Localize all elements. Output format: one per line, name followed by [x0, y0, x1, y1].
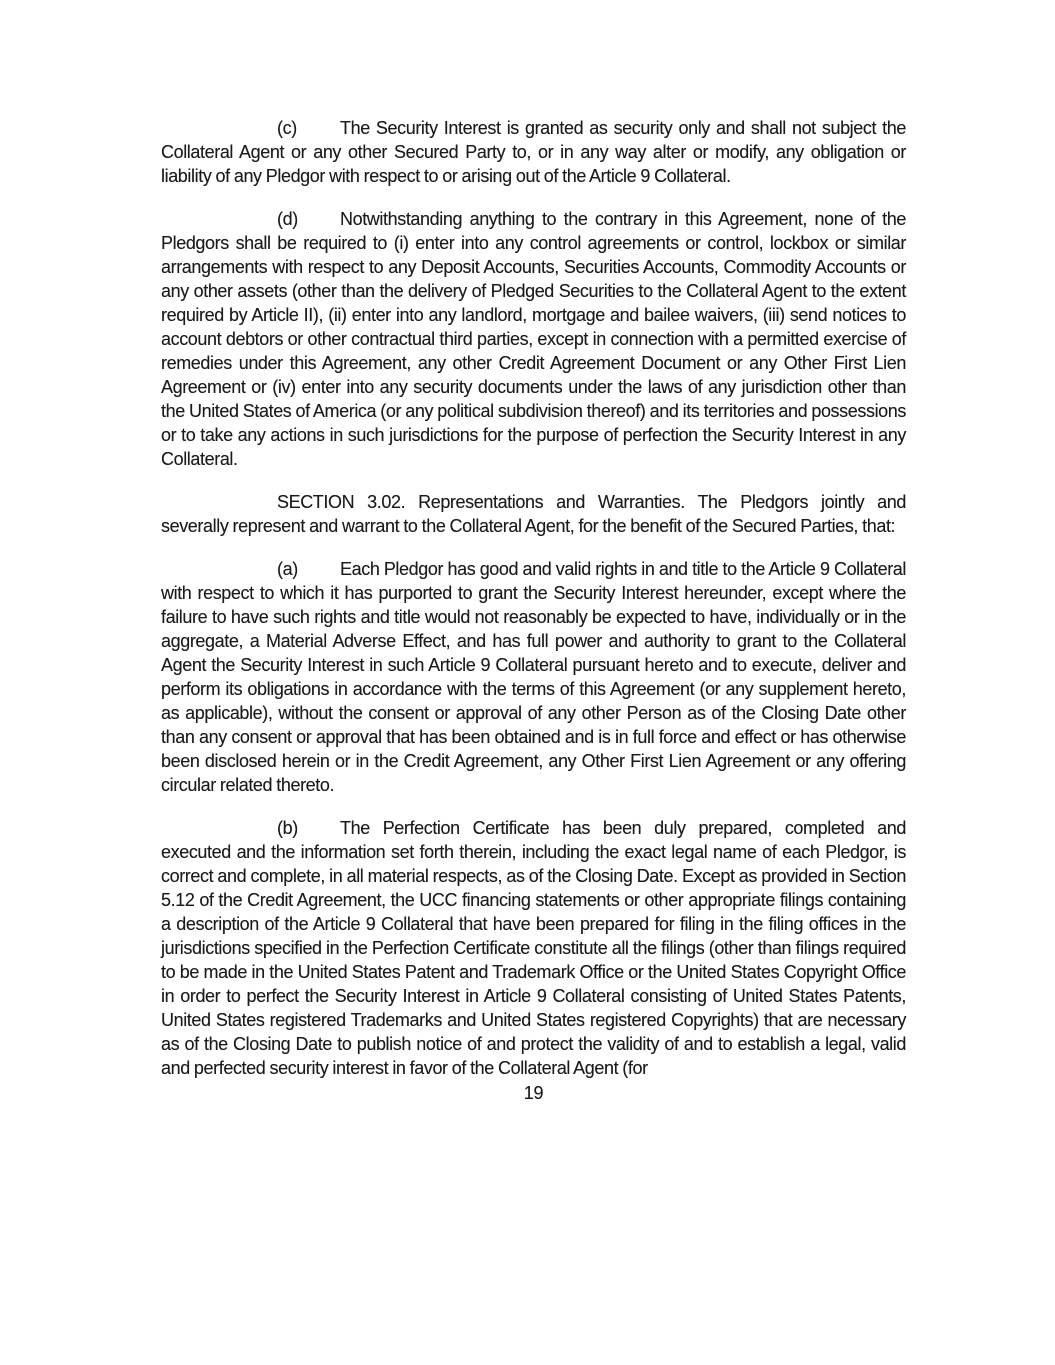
paragraph-c	[161, 116, 906, 188]
paragraph-c-text: The Security Interest is granted as security only and shall not subject the Collateral Agent or any other Secured Party to, or in any way alter or modify, any obligation or liability of any Pledgor with respect to or arising out of the Article 9 Collateral.	[161, 118, 906, 186]
paragraph-a-text: Each Pledgor has good and valid rights in and title to the Article 9 Collateral with respect to which it has purported to grant the Security Interest hereunder, except where the failure to have such rights and title would not reasonably be expected to have, individually or in the aggregate, a Material Adverse Effect, and has full power and authority to grant to the Collateral Agent the Security Interest in such Article 9 Collateral pursuant hereto and to execute, deliver and perform its obligations in accordance with the terms of this Agreement (or any supplement hereto, as applicable), without the consent or approval of any other Person as of the Closing Date other than any consent or approval that has been obtained and is in full force and effect or has otherwise been disclosed herein or in the Credit Agreement, any Other First Lien Agreement or any offering circular related thereto.	[161, 559, 906, 795]
paragraph-a-label: (a)	[277, 559, 298, 579]
paragraph-d	[161, 207, 906, 471]
page-number: 19	[523, 1083, 544, 1103]
section-3-02-text: SECTION 3.02. Representations and Warranties. The Pledgors jointly and severally represent and warrant to the Collateral Agent, for the benefit of the Secured Parties, that:	[161, 492, 906, 536]
section-3-02-paragraph	[161, 490, 906, 538]
paragraph-a	[161, 557, 906, 797]
paragraph-b-text: The Perfection Certificate has been duly prepared, completed and executed and the information set forth therein, including the exact legal name of each Pledgor, is correct and complete, in all material respects, as of the Closing Date. Except as provided in Section 5.12 of the Credit Agreement, the UCC financing statements or other appropriate filings containing a description of the Article 9 Collateral that have been prepared for filing in the filing offices in the jurisdictions specified in the Perfection Certificate constitute all the filings (other than filings required to be made in the United States Patent and Trademark Office or the United States Copyright Office in order to perfect the Security Interest in Article 9 Collateral consisting of United States Patents, United States registered Trademarks and United States registered Copyrights) that are necessary as of the Closing Date to publish notice of and protect the validity of and to establish a legal, valid and perfected security interest in favor of the Collateral Agent (for	[161, 818, 906, 1078]
paragraph-c-label: (c)	[277, 118, 297, 138]
paragraph-b	[161, 816, 906, 1080]
paragraph-d-label: (d)	[277, 209, 298, 229]
paragraph-b-label: (b)	[277, 818, 298, 838]
document-body	[161, 116, 906, 1105]
paragraph-d-text: Notwithstanding anything to the contrary in this Agreement, none of the Pledgors shall be required to (i) enter into any control agreements or control, lockbox or similar arrangements with respect to any Deposit Accounts, Securities Accounts, Commodity Accounts or any other assets (other than the delivery of Pledged Securities to the Collateral Agent to the extent required by Article II), (ii) enter into any landlord, mortgage and bailee waivers, (iii) send notices to account debtors or other contractual third parties, except in connection with a permitted exercise of remedies under this Agreement, any other Credit Agreement Document or any Other First Lien Agreement or (iv) enter into any security documents under the laws of any jurisdiction other than the United States of America (or any political subdivision thereof) and its territories and possessions or to take any actions in such jurisdictions for the purpose of perfection the Security Interest in any Collateral.	[161, 209, 906, 469]
